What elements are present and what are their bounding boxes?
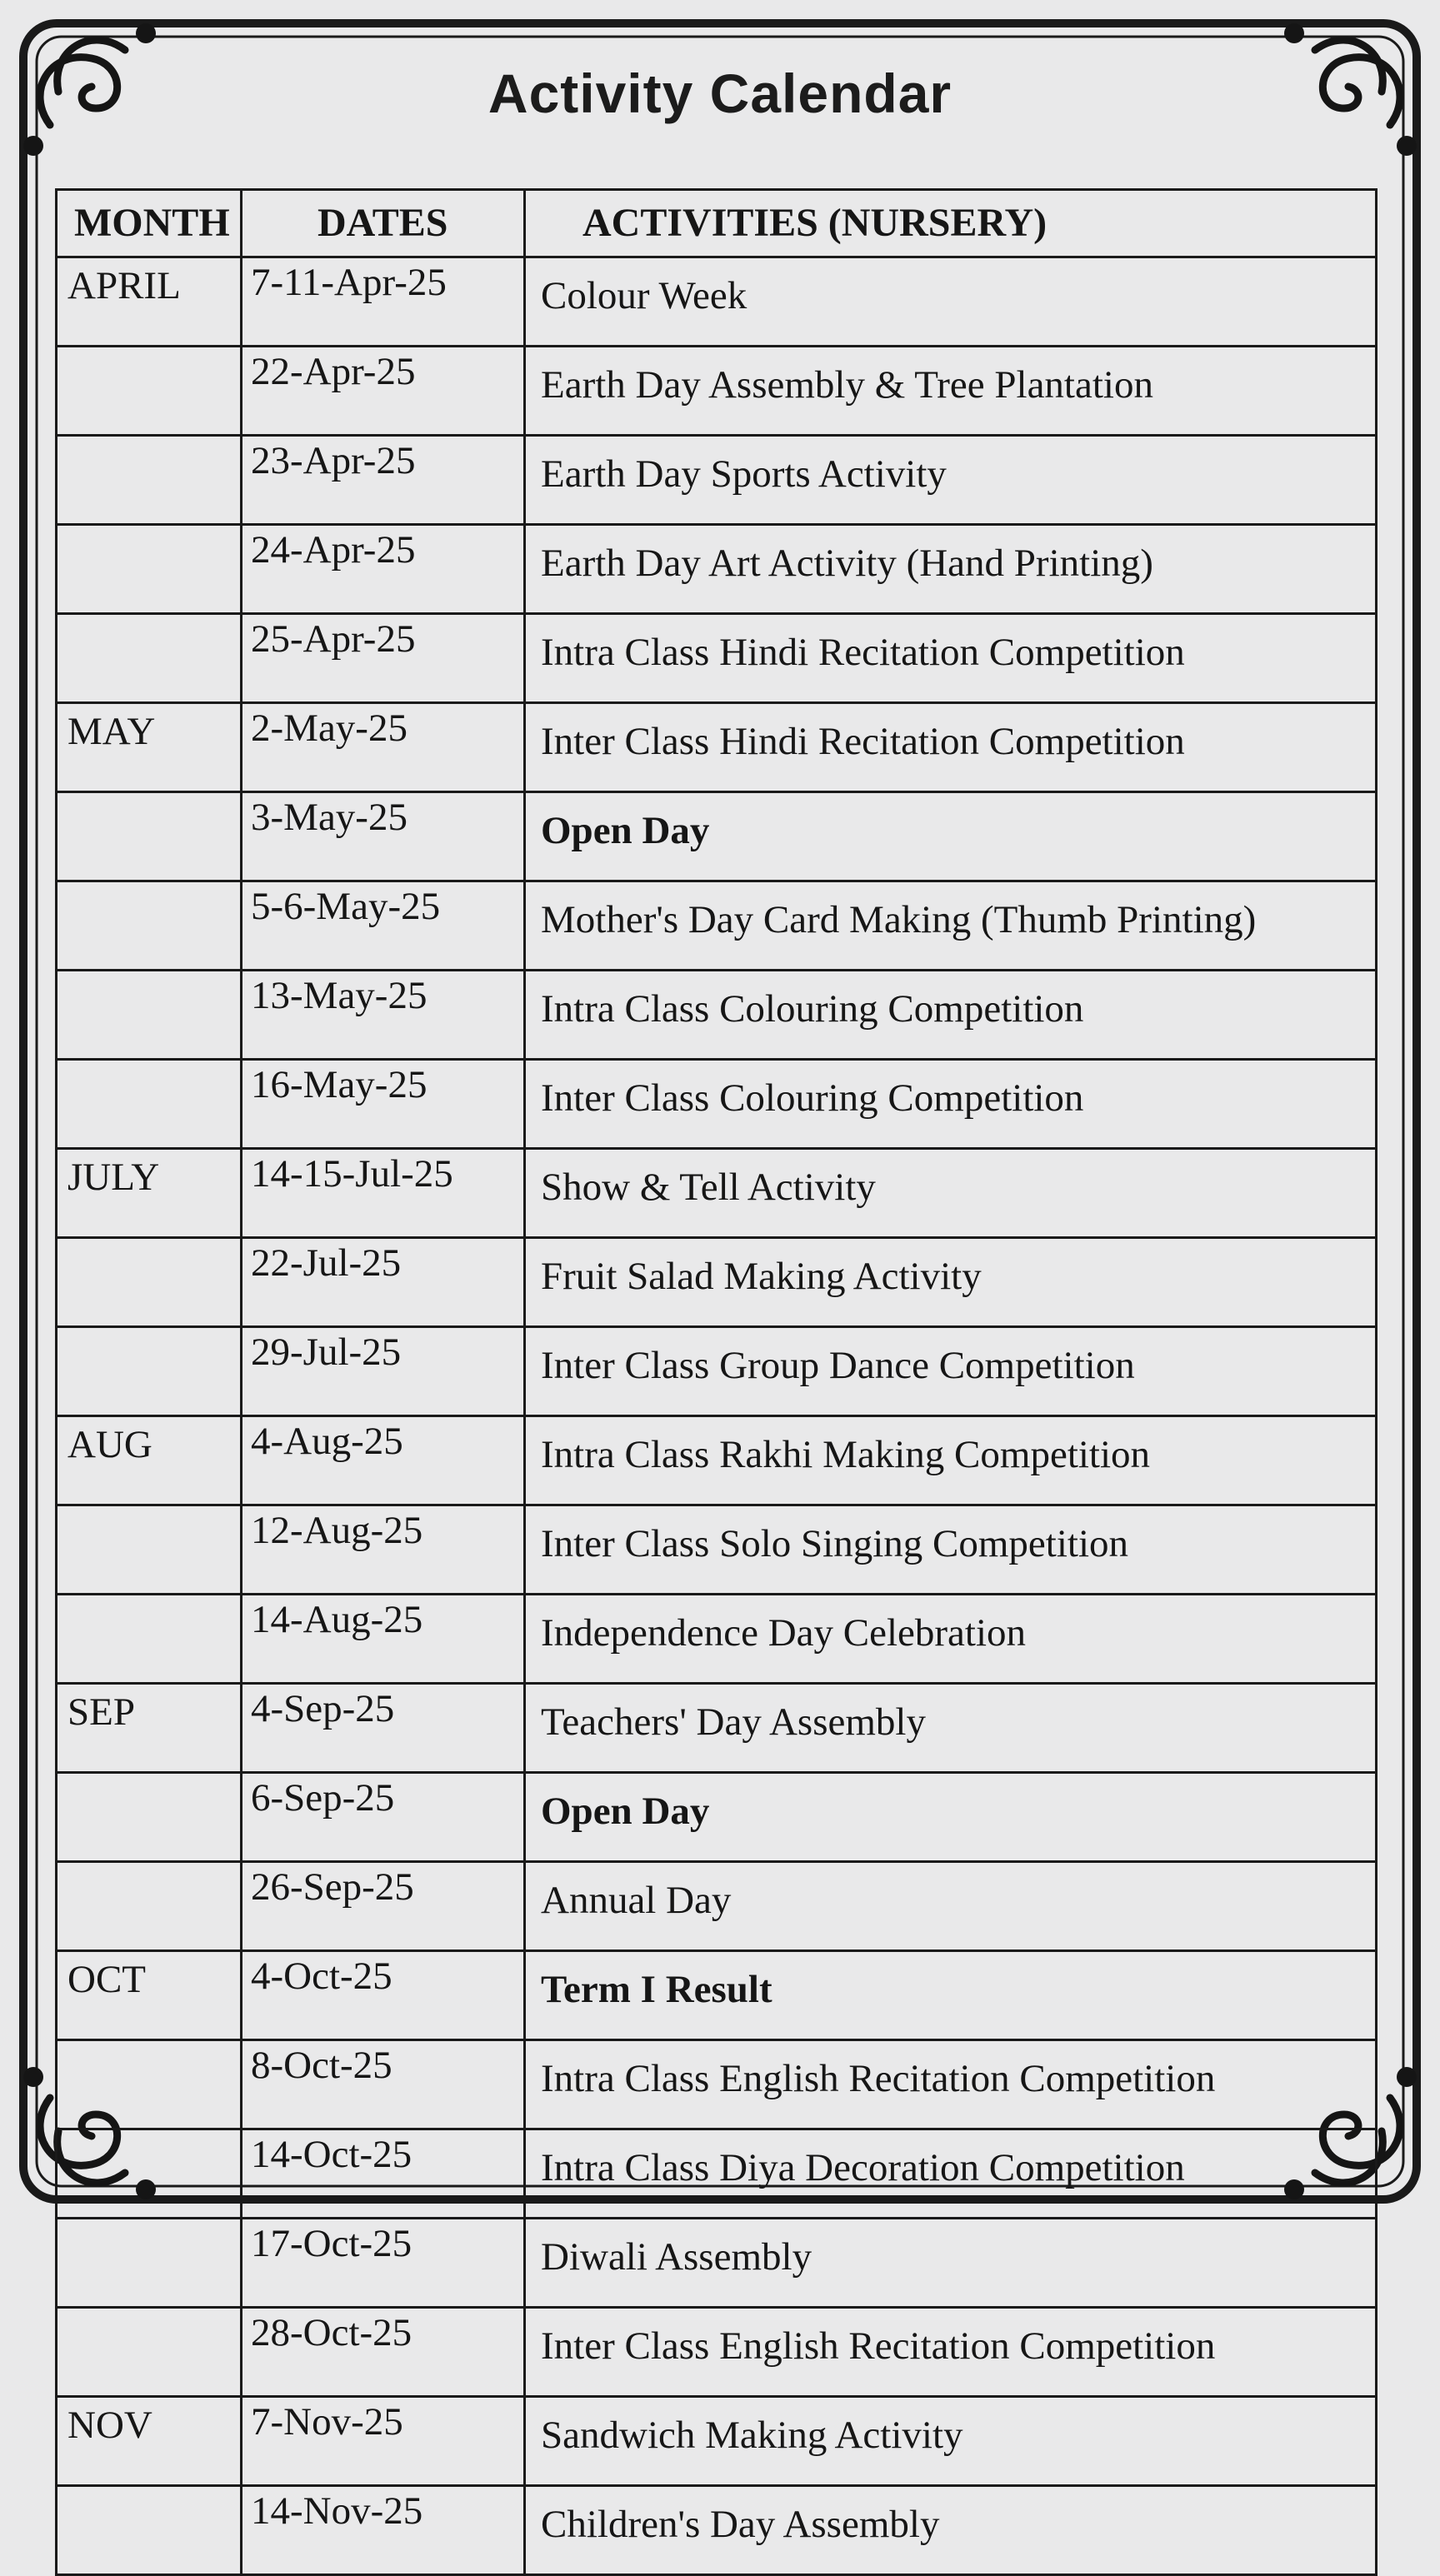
table-row — [57, 1327, 1377, 1416]
month-cell — [57, 881, 242, 971]
activity-cell: Open Day — [525, 1773, 1377, 1862]
activity-cell: Intra Class Diya Decoration Competition — [525, 2129, 1377, 2219]
table-row — [57, 1684, 1377, 1773]
table-row — [57, 2397, 1377, 2486]
table-row — [57, 1595, 1377, 1684]
month-cell — [57, 1595, 242, 1684]
date-cell: 17-Oct-25 — [242, 2219, 525, 2308]
date-cell: 24-Apr-25 — [242, 525, 525, 614]
activity-cell: Intra Class Hindi Recitation Competition — [525, 614, 1377, 703]
table-row — [57, 1951, 1377, 2040]
table-row — [57, 792, 1377, 881]
month-cell — [57, 1238, 242, 1327]
month-cell: NOV — [57, 2397, 242, 2486]
header-month: MONTH — [57, 190, 242, 257]
month-cell — [57, 2486, 242, 2575]
activity-cell: Intra Class English Recitation Competition — [525, 2040, 1377, 2129]
month-cell: SEP — [57, 1684, 242, 1773]
table-row — [57, 2040, 1377, 2129]
date-cell: 4-Oct-25 — [242, 1951, 525, 2040]
date-cell: 4-Sep-25 — [242, 1684, 525, 1773]
table-body — [57, 257, 1377, 2575]
activity-cell: Show & Tell Activity — [525, 1149, 1377, 1238]
month-cell: AUG — [57, 1416, 242, 1505]
month-cell — [57, 1505, 242, 1595]
activity-table — [55, 188, 1378, 2576]
table-row — [57, 1416, 1377, 1505]
date-cell: 8-Oct-25 — [242, 2040, 525, 2129]
month-cell — [57, 1060, 242, 1149]
date-cell: 4-Aug-25 — [242, 1416, 525, 1505]
month-cell — [57, 2308, 242, 2397]
date-cell: 14-Nov-25 — [242, 2486, 525, 2575]
month-cell — [57, 792, 242, 881]
date-cell: 14-15-Jul-25 — [242, 1149, 525, 1238]
date-cell: 22-Jul-25 — [242, 1238, 525, 1327]
header-dates: DATES — [242, 190, 525, 257]
activity-cell: Mother's Day Card Making (Thumb Printing) — [525, 881, 1377, 971]
header-activities: ACTIVITIES (NURSERY) — [525, 190, 1377, 257]
activity-cell: Earth Day Sports Activity — [525, 436, 1377, 525]
table-row — [57, 703, 1377, 792]
activity-cell: Inter Class Hindi Recitation Competition — [525, 703, 1377, 792]
activity-cell: Open Day — [525, 792, 1377, 881]
activity-cell: Annual Day — [525, 1862, 1377, 1951]
date-cell: 25-Apr-25 — [242, 614, 525, 703]
month-cell — [57, 525, 242, 614]
table-row — [57, 525, 1377, 614]
month-cell — [57, 1327, 242, 1416]
activity-cell: Earth Day Art Activity (Hand Printing) — [525, 525, 1377, 614]
table-row — [57, 2219, 1377, 2308]
table-row — [57, 614, 1377, 703]
activity-cell: Inter Class English Recitation Competition — [525, 2308, 1377, 2397]
activity-cell: Intra Class Rakhi Making Competition — [525, 1416, 1377, 1505]
date-cell: 13-May-25 — [242, 971, 525, 1060]
activity-cell: Term I Result — [525, 1951, 1377, 2040]
month-cell — [57, 347, 242, 436]
activity-cell: Inter Class Colouring Competition — [525, 1060, 1377, 1149]
month-cell — [57, 1862, 242, 1951]
table-row — [57, 257, 1377, 347]
page-title: Activity Calendar — [488, 62, 952, 124]
date-cell: 16-May-25 — [242, 1060, 525, 1149]
month-cell — [57, 2129, 242, 2219]
date-cell: 14-Aug-25 — [242, 1595, 525, 1684]
activity-cell: Inter Class Solo Singing Competition — [525, 1505, 1377, 1595]
table-row — [57, 2486, 1377, 2575]
activity-cell: Independence Day Celebration — [525, 1595, 1377, 1684]
table-row — [57, 971, 1377, 1060]
table-row — [57, 1773, 1377, 1862]
date-cell: 5-6-May-25 — [242, 881, 525, 971]
date-cell: 26-Sep-25 — [242, 1862, 525, 1951]
table-header-row — [57, 190, 1377, 257]
date-cell: 14-Oct-25 — [242, 2129, 525, 2219]
activity-table-container — [55, 188, 1375, 2576]
table-row — [57, 2129, 1377, 2219]
month-cell: MAY — [57, 703, 242, 792]
date-cell: 7-11-Apr-25 — [242, 257, 525, 347]
date-cell: 2-May-25 — [242, 703, 525, 792]
table-row — [57, 347, 1377, 436]
activity-cell: Sandwich Making Activity — [525, 2397, 1377, 2486]
month-cell — [57, 614, 242, 703]
table-row — [57, 881, 1377, 971]
activity-cell: Diwali Assembly — [525, 2219, 1377, 2308]
month-cell — [57, 2040, 242, 2129]
date-cell: 3-May-25 — [242, 792, 525, 881]
activity-cell: Colour Week — [525, 257, 1377, 347]
activity-cell: Children's Day Assembly — [525, 2486, 1377, 2575]
activity-cell: Earth Day Assembly & Tree Plantation — [525, 347, 1377, 436]
activity-cell: Inter Class Group Dance Competition — [525, 1327, 1377, 1416]
date-cell: 28-Oct-25 — [242, 2308, 525, 2397]
date-cell: 6-Sep-25 — [242, 1773, 525, 1862]
month-cell — [57, 971, 242, 1060]
month-cell: JULY — [57, 1149, 242, 1238]
table-row — [57, 1238, 1377, 1327]
date-cell: 7-Nov-25 — [242, 2397, 525, 2486]
table-row — [57, 1862, 1377, 1951]
table-row — [57, 1149, 1377, 1238]
month-cell: APRIL — [57, 257, 242, 347]
table-row — [57, 1060, 1377, 1149]
month-cell — [57, 1773, 242, 1862]
date-cell: 29-Jul-25 — [242, 1327, 525, 1416]
month-cell: OCT — [57, 1951, 242, 2040]
date-cell: 12-Aug-25 — [242, 1505, 525, 1595]
date-cell: 22-Apr-25 — [242, 347, 525, 436]
month-cell — [57, 436, 242, 525]
activity-cell: Teachers' Day Assembly — [525, 1684, 1377, 1773]
date-cell: 23-Apr-25 — [242, 436, 525, 525]
activity-cell: Fruit Salad Making Activity — [525, 1238, 1377, 1327]
month-cell — [57, 2219, 242, 2308]
table-row — [57, 436, 1377, 525]
table-row — [57, 2308, 1377, 2397]
activity-cell: Intra Class Colouring Competition — [525, 971, 1377, 1060]
table-row — [57, 1505, 1377, 1595]
